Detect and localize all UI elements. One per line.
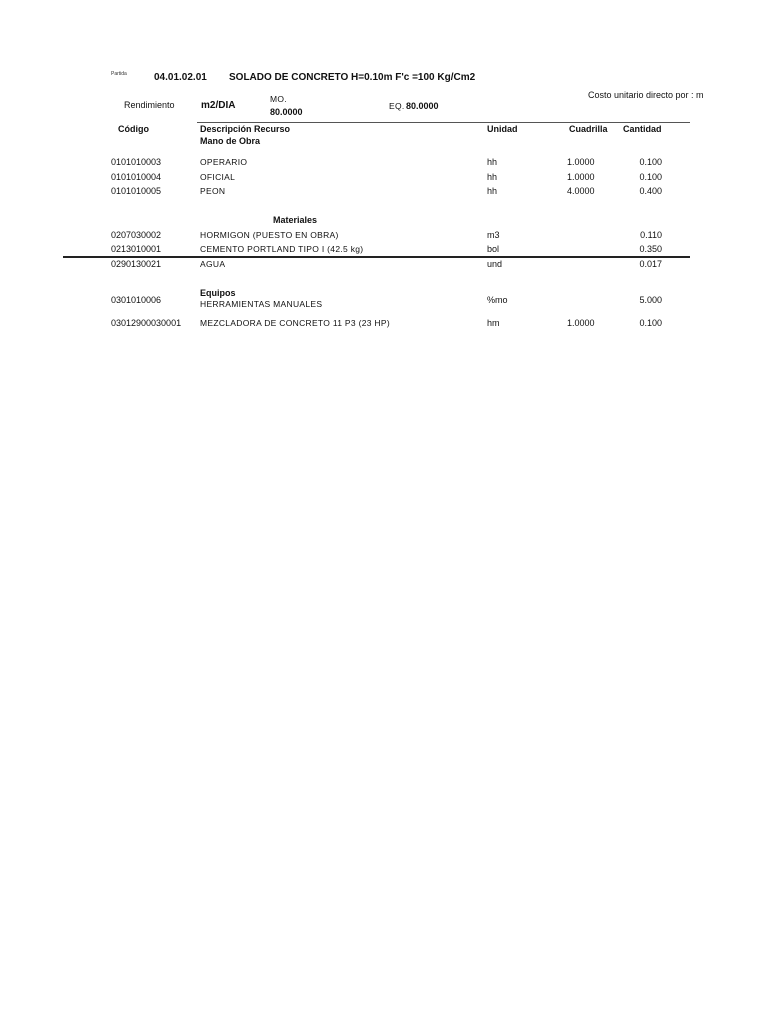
row-cantidad: 0.100: [639, 157, 662, 167]
row-codigo: 0301010006: [111, 295, 162, 305]
col-cantidad: Cantidad: [623, 124, 662, 134]
col-unidad: Unidad: [487, 124, 518, 134]
row-cantidad: 0.017: [639, 259, 662, 269]
mo-label: MO.: [270, 94, 287, 104]
row-codigo: 0207030002: [111, 230, 162, 240]
row-unidad: bol: [487, 244, 500, 254]
row-codigo: 03012900030001: [111, 318, 182, 328]
partida-title: SOLADO DE CONCRETO H=0.10m F'c =100 Kg/Cm2: [229, 72, 476, 83]
row-cantidad: 0.350: [639, 244, 662, 254]
mo-value: 80.0000: [270, 107, 303, 117]
row-cantidad: 0.110: [640, 230, 662, 240]
row-descripcion: OPERARIO: [200, 157, 248, 167]
row-unidad: hh: [487, 172, 498, 182]
row-unidad: hm: [487, 318, 500, 328]
section-equipos: Equipos: [200, 288, 236, 298]
row-unidad: %mo: [487, 295, 508, 305]
row-cuadrilla: 1.0000: [567, 318, 595, 328]
costo-unitario-label: Costo unitario directo por : m: [588, 90, 704, 100]
row-descripcion: CEMENTO PORTLAND TIPO I (42.5 kg): [200, 244, 364, 254]
rendimiento-label: Rendimiento: [124, 100, 175, 110]
page-divider: [63, 256, 690, 258]
row-descripcion: MEZCLADORA DE CONCRETO 11 P3 (23 HP): [200, 318, 390, 328]
col-cuadrilla: Cuadrilla: [569, 124, 608, 134]
row-descripcion: OFICIAL: [200, 172, 236, 182]
row-unidad: hh: [487, 157, 498, 167]
partida-code: 04.01.02.01: [154, 72, 207, 83]
partida-label: Partida: [111, 71, 127, 77]
row-descripcion: HORMIGON (PUESTO EN OBRA): [200, 230, 339, 240]
section-mano-obra: Mano de Obra: [200, 136, 261, 146]
col-descripcion: Descripción Recurso: [200, 124, 291, 134]
eq-label: EQ.: [389, 101, 405, 111]
row-descripcion: HERRAMIENTAS MANUALES: [200, 299, 323, 309]
row-cuadrilla: 1.0000: [567, 157, 595, 167]
row-codigo: 0101010003: [111, 157, 162, 167]
row-codigo: 0290130021: [111, 259, 162, 269]
header-divider: [197, 122, 690, 123]
row-codigo: 0213010001: [111, 244, 162, 254]
row-cuadrilla: 4.0000: [567, 186, 595, 196]
row-unidad: m3: [487, 230, 500, 240]
section-materiales: Materiales: [273, 215, 318, 225]
row-descripcion: PEON: [200, 186, 226, 196]
row-codigo: 0101010005: [111, 186, 162, 196]
row-unidad: hh: [487, 186, 498, 196]
row-cantidad: 0.100: [639, 318, 662, 328]
row-cantidad: 0.100: [639, 172, 662, 182]
row-cantidad: 5.000: [639, 295, 662, 305]
col-codigo: Código: [118, 124, 149, 134]
row-cuadrilla: 1.0000: [567, 172, 595, 182]
row-unidad: und: [487, 259, 503, 269]
row-codigo: 0101010004: [111, 172, 162, 182]
row-descripcion: AGUA: [200, 259, 226, 269]
row-cantidad: 0.400: [639, 186, 662, 196]
eq-value: 80.0000: [406, 101, 439, 111]
rendimiento-unit: m2/DIA: [201, 100, 236, 111]
